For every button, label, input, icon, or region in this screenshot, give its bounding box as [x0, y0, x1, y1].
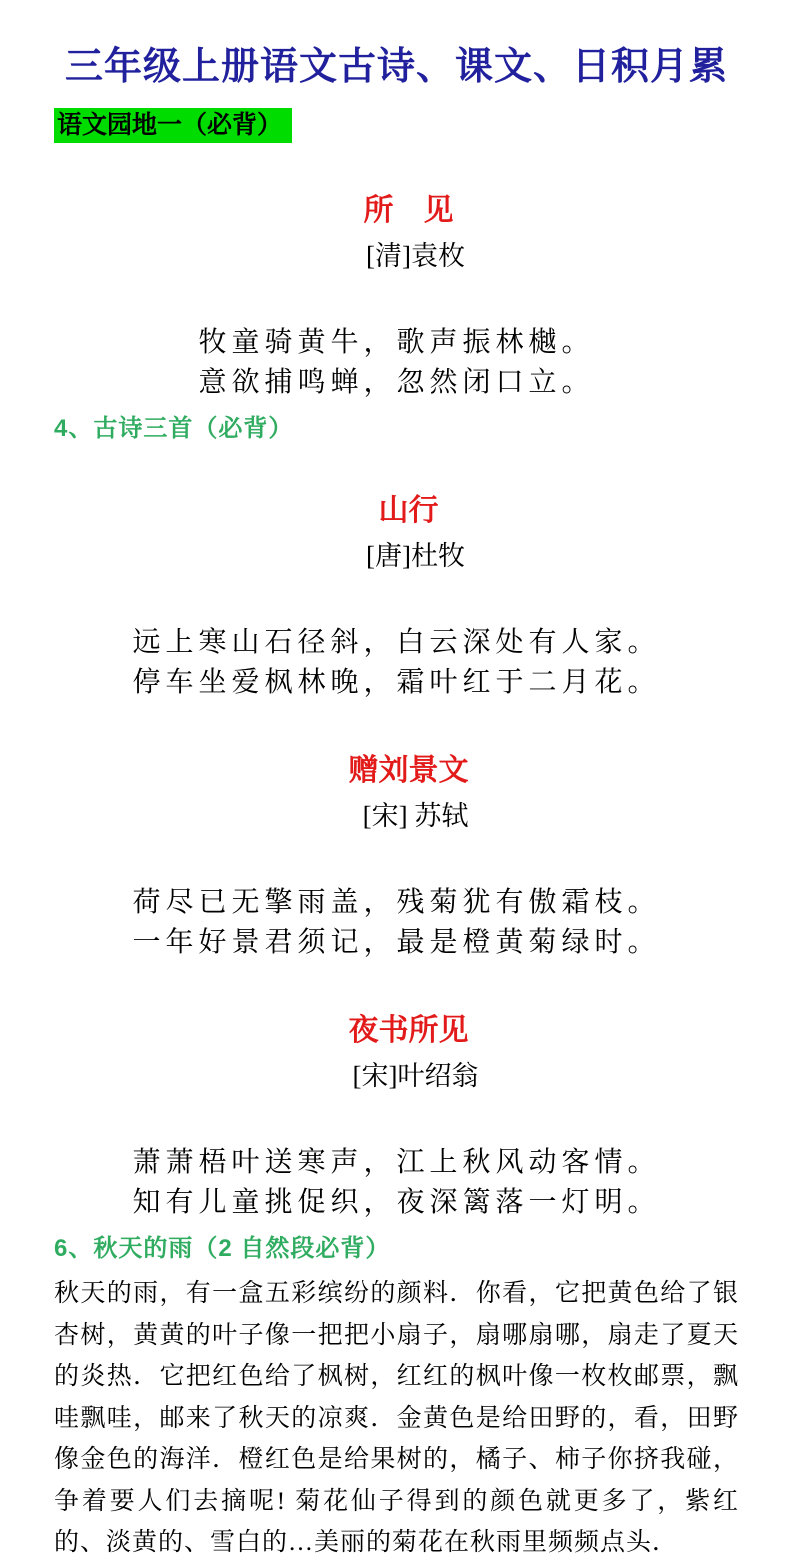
- poem-shan-xing-line-1: 远上寒山石径斜，白云深处有人家。: [132, 627, 661, 658]
- poem-suo-jian-title: 所 见: [363, 194, 454, 227]
- unit1-header-row: [54, 108, 739, 143]
- lesson6-paragraph: 秋天的雨，有一盒五彩缤纷的颜料．你看，它把黄色给了银杏树，黄黄的叶子像一把把小扇子，扇哪扇哪，扇走了夏天的炎热．它把红色给了枫树，红红的枫叶像一枚枚邮票，飘哇飘哇，邮来了秋天的凉爽．金黄色是给田野的，看，田野像金色的海洋．橙红色是给果树的，橘子、柿子你挤我碰，争着要人们去摘呢! 菊花仙子得到的颜色就更多了，紫红的、淡黄的、雪白的…美丽的菊花在秋雨里频频点头．: [54, 1280, 739, 1556]
- poem-suo-jian-author: [清]袁枚: [366, 241, 465, 271]
- poem-ye-shu-suo-jian-title: 夜书所见: [348, 1014, 469, 1047]
- poem-shan-xing-head: [54, 451, 739, 621]
- poem-ye-shu-suo-jian-line-1: 萧萧梧叶送寒声，江上秋风动客情。: [132, 1147, 661, 1178]
- poem-ye-shu-suo-jian-line-2: 知有儿童挑促织，夜深篱落一灯明。: [132, 1187, 661, 1218]
- poem-zeng-liu-jing-wen-line-1: 荷尽已无擎雨盖，残菊犹有傲霜枝。: [132, 887, 661, 918]
- lesson6-section-header: 6、秋天的雨（2 自然段必背）: [54, 1235, 391, 1262]
- poem-zeng-liu-jing-wen: [54, 711, 739, 963]
- poem-zeng-liu-jing-wen-line-2: 一年好景君须记，最是橙黄菊绿时。: [132, 927, 661, 958]
- document-title: 三年级上册语文古诗、课文、日积月累: [64, 46, 728, 88]
- poem-ye-shu-suo-jian-head: [54, 971, 739, 1141]
- poem-suo-jian: [54, 151, 739, 403]
- poem-suo-jian-head: [54, 151, 739, 321]
- poem-suo-jian-line-2: 意欲捕鸣蝉，忽然闭口立。: [198, 367, 595, 398]
- poem-shan-xing-title: 山行: [378, 494, 439, 527]
- poem-shan-xing: [54, 451, 739, 703]
- poem-shan-xing-author: [唐]杜牧: [366, 541, 465, 571]
- lesson4-section-header: 4、古诗三首（必背）: [54, 415, 294, 442]
- poem-suo-jian-line-1: 牧童骑黄牛，歌声振林樾。: [198, 327, 595, 358]
- poem-ye-shu-suo-jian-author: [宋]叶绍翁: [352, 1061, 479, 1091]
- poem-zeng-liu-jing-wen-title: 赠刘景文: [348, 754, 469, 787]
- poem-ye-shu-suo-jian: [54, 971, 739, 1223]
- poem-shan-xing-line-2: 停车坐爱枫林晚，霜叶红于二月花。: [132, 667, 661, 698]
- poem-zeng-liu-jing-wen-head: [54, 711, 739, 881]
- poem-zeng-liu-jing-wen-author: [宋] 苏轼: [362, 801, 469, 831]
- unit1-header-highlight: 语文园地一（必背）: [54, 108, 292, 143]
